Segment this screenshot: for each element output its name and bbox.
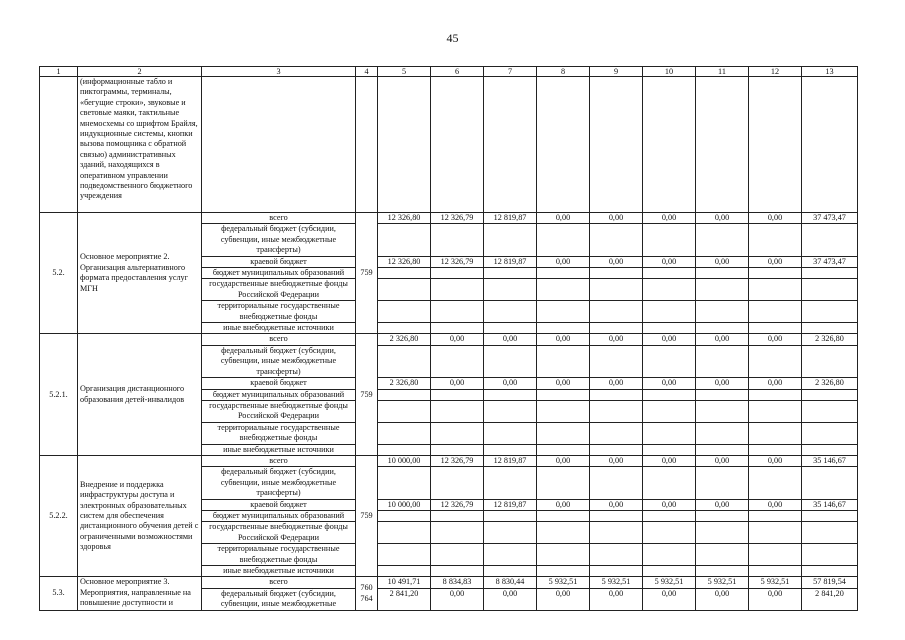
column-number: 2 [78, 67, 202, 77]
table-body [40, 67, 858, 611]
value-cell [590, 389, 643, 400]
value-cell [749, 224, 802, 256]
value-cell [749, 279, 802, 301]
value-cell [590, 279, 643, 301]
value-cell [431, 444, 484, 455]
value-cell: 0,00 [537, 334, 590, 345]
value-cell [431, 522, 484, 544]
value-cell [696, 400, 749, 422]
value-cell: 0,00 [537, 499, 590, 510]
value-cell [484, 268, 537, 279]
code-line: 760 [360, 583, 373, 593]
value-cell [484, 301, 537, 323]
value-cell [537, 224, 590, 256]
value-cell [643, 77, 696, 213]
funding-source: федеральный бюджет (субсидии, субвенции, иные межбюджетные трансферты) [202, 345, 356, 377]
value-cell [484, 522, 537, 544]
value-cell [802, 224, 858, 256]
code-line: 764 [360, 593, 373, 603]
value-cell [484, 422, 537, 444]
value-cell: 0,00 [749, 213, 802, 224]
value-cell [431, 510, 484, 521]
value-cell [643, 301, 696, 323]
funding-source: федеральный бюджет (субсидии, субвенции, иные межбюджетные трансферты) [202, 467, 356, 499]
value-cell: 0,00 [590, 334, 643, 345]
value-cell [696, 301, 749, 323]
funding-source: всего [202, 334, 356, 345]
value-cell [431, 400, 484, 422]
value-cell: 0,00 [643, 334, 696, 345]
value-cell [431, 268, 484, 279]
value-cell: 0,00 [749, 256, 802, 267]
value-cell: 2 841,20 [802, 588, 858, 610]
value-cell [643, 522, 696, 544]
value-cell: 8 834,83 [431, 577, 484, 588]
code-cell [356, 577, 378, 610]
value-cell [484, 544, 537, 566]
value-cell [749, 323, 802, 334]
funding-source: территориальные государственные внебюджетные фонды [202, 301, 356, 323]
value-cell [537, 268, 590, 279]
value-cell [378, 510, 431, 521]
value-cell [431, 389, 484, 400]
value-cell: 0,00 [590, 256, 643, 267]
value-cell [802, 345, 858, 377]
funding-source: краевой бюджет [202, 378, 356, 389]
value-cell [643, 323, 696, 334]
column-number: 7 [484, 67, 537, 77]
row-description: Организация дистанционного образования детей-инвалидов [78, 334, 202, 455]
value-cell [696, 522, 749, 544]
row-description: (информационные табло и пиктограммы, терминалы, «бегущие строки», звуковые и световые маяки, тактильные мнемосхемы со шрифтом Брайля, индукционные системы, кнопки вызова помощника с обратной связью) административных зданий, находящихся в оперативном управлении подведомственного бюджетного учреждения [78, 77, 202, 213]
value-cell [537, 279, 590, 301]
table-row [40, 77, 858, 213]
value-cell: 5 932,51 [537, 577, 590, 588]
value-cell [749, 510, 802, 521]
value-cell: 0,00 [643, 499, 696, 510]
value-cell: 0,00 [749, 588, 802, 610]
value-cell [431, 279, 484, 301]
value-cell [802, 389, 858, 400]
value-cell [537, 467, 590, 499]
value-cell [749, 389, 802, 400]
budget-table [39, 66, 858, 611]
value-cell [484, 444, 537, 455]
value-cell [537, 510, 590, 521]
value-cell [202, 77, 356, 213]
value-cell [431, 301, 484, 323]
value-cell: 2 326,80 [378, 378, 431, 389]
value-cell: 0,00 [696, 588, 749, 610]
value-cell [484, 224, 537, 256]
funding-source: территориальные государственные внебюджетные фонды [202, 544, 356, 566]
value-cell: 0,00 [749, 378, 802, 389]
value-cell: 8 830,44 [484, 577, 537, 588]
value-cell [590, 301, 643, 323]
value-cell [802, 544, 858, 566]
value-cell [696, 566, 749, 577]
value-cell: 0,00 [749, 499, 802, 510]
value-cell [431, 345, 484, 377]
funding-source: территориальные государственные внебюджетные фонды [202, 422, 356, 444]
value-cell: 0,00 [643, 213, 696, 224]
value-cell [696, 268, 749, 279]
value-cell [749, 77, 802, 213]
value-cell [643, 345, 696, 377]
value-cell [590, 400, 643, 422]
value-cell: 2 326,80 [802, 378, 858, 389]
value-cell: 5 932,51 [643, 577, 696, 588]
value-cell [643, 268, 696, 279]
value-cell [537, 422, 590, 444]
value-cell: 0,00 [696, 499, 749, 510]
value-cell [802, 77, 858, 213]
value-cell [484, 323, 537, 334]
value-cell: 0,00 [537, 378, 590, 389]
value-cell: 10 491,71 [378, 577, 431, 588]
value-cell: 12 819,87 [484, 256, 537, 267]
value-cell [643, 544, 696, 566]
column-number: 12 [749, 67, 802, 77]
value-cell [537, 77, 590, 213]
value-cell: 0,00 [696, 455, 749, 466]
column-number: 13 [802, 67, 858, 77]
value-cell [749, 444, 802, 455]
funding-source: иные внебюджетные источники [202, 566, 356, 577]
value-cell [590, 544, 643, 566]
value-cell [537, 323, 590, 334]
row-number-cell: 5.2.2. [40, 455, 78, 576]
value-cell [378, 444, 431, 455]
value-cell [537, 400, 590, 422]
value-cell [696, 467, 749, 499]
value-cell [537, 301, 590, 323]
funding-source: краевой бюджет [202, 499, 356, 510]
value-cell: 0,00 [696, 334, 749, 345]
row-description: Внедрение и поддержка инфраструктуры доступа и электронных образовательных систем для обеспечения дистанционного обучения детей с ограниченными возможностями здоровья [78, 455, 202, 576]
value-cell [802, 566, 858, 577]
funding-source: государственные внебюджетные фонды Российской Федерации [202, 522, 356, 544]
value-cell [484, 510, 537, 521]
value-cell [378, 389, 431, 400]
value-cell [749, 544, 802, 566]
value-cell: 35 146,67 [802, 455, 858, 466]
value-cell: 2 326,80 [378, 334, 431, 345]
funding-source: иные внебюджетные источники [202, 323, 356, 334]
value-cell [590, 268, 643, 279]
value-cell [590, 467, 643, 499]
value-cell [749, 345, 802, 377]
value-cell: 0,00 [537, 455, 590, 466]
value-cell [696, 444, 749, 455]
value-cell [749, 301, 802, 323]
value-cell: 12 326,79 [431, 455, 484, 466]
value-cell [378, 467, 431, 499]
value-cell: 5 932,51 [749, 577, 802, 588]
value-cell: 0,00 [537, 256, 590, 267]
table-row [40, 577, 858, 588]
value-cell: 0,00 [643, 455, 696, 466]
row-number-cell: 5.2.1. [40, 334, 78, 455]
value-cell: 5 932,51 [590, 577, 643, 588]
column-number: 4 [356, 67, 378, 77]
funding-source: государственные внебюджетные фонды Российской Федерации [202, 279, 356, 301]
value-cell [802, 522, 858, 544]
value-cell: 0,00 [643, 256, 696, 267]
value-cell: 0,00 [749, 334, 802, 345]
value-cell [749, 268, 802, 279]
value-cell [484, 345, 537, 377]
value-cell [749, 522, 802, 544]
value-cell: 0,00 [431, 588, 484, 610]
value-cell [378, 400, 431, 422]
value-cell [643, 444, 696, 455]
value-cell [802, 301, 858, 323]
value-cell [643, 224, 696, 256]
value-cell [378, 301, 431, 323]
value-cell [590, 510, 643, 521]
column-number: 8 [537, 67, 590, 77]
page-number: 45 [446, 31, 459, 45]
value-cell [378, 522, 431, 544]
value-cell [802, 422, 858, 444]
value-cell [590, 522, 643, 544]
value-cell [643, 279, 696, 301]
value-cell [590, 566, 643, 577]
value-cell: 5 932,51 [696, 577, 749, 588]
funding-source: бюджет муниципальных образований [202, 268, 356, 279]
value-cell [484, 77, 537, 213]
value-cell [696, 389, 749, 400]
value-cell [749, 422, 802, 444]
value-cell: 0,00 [431, 334, 484, 345]
value-cell [590, 345, 643, 377]
column-number: 1 [40, 67, 78, 77]
value-cell [484, 467, 537, 499]
value-cell [802, 268, 858, 279]
value-cell [590, 224, 643, 256]
code-cell: 759 [356, 334, 378, 455]
value-cell: 0,00 [484, 588, 537, 610]
value-cell: 0,00 [590, 499, 643, 510]
value-cell: 0,00 [590, 455, 643, 466]
value-cell [431, 224, 484, 256]
value-cell [802, 279, 858, 301]
value-cell: 0,00 [696, 213, 749, 224]
value-cell [378, 224, 431, 256]
value-cell [537, 389, 590, 400]
value-cell: 35 146,67 [802, 499, 858, 510]
value-cell [590, 422, 643, 444]
value-cell: 37 473,47 [802, 256, 858, 267]
value-cell: 0,00 [431, 378, 484, 389]
value-cell [590, 444, 643, 455]
funding-source: краевой бюджет [202, 256, 356, 267]
value-cell [696, 422, 749, 444]
value-cell [643, 566, 696, 577]
value-cell [484, 400, 537, 422]
value-cell: 10 000,00 [378, 455, 431, 466]
funding-source: бюджет муниципальных образований [202, 510, 356, 521]
value-cell [696, 323, 749, 334]
table-row [40, 334, 858, 345]
column-number: 11 [696, 67, 749, 77]
value-cell [378, 345, 431, 377]
value-cell [378, 566, 431, 577]
value-cell [802, 400, 858, 422]
value-cell: 0,00 [590, 588, 643, 610]
value-cell [696, 544, 749, 566]
value-cell [643, 422, 696, 444]
value-cell [696, 345, 749, 377]
header-row [40, 67, 858, 77]
table-row [40, 455, 858, 466]
value-cell [802, 444, 858, 455]
value-cell [749, 566, 802, 577]
value-cell [431, 323, 484, 334]
value-cell: 0,00 [590, 213, 643, 224]
value-cell [696, 279, 749, 301]
row-number-cell: 5.2. [40, 213, 78, 334]
table-row [40, 213, 858, 224]
value-cell: 12 819,87 [484, 213, 537, 224]
value-cell [537, 345, 590, 377]
row-description: Основное мероприятие 3. Мероприятия, направленные на повышение доступности и [78, 577, 202, 610]
value-cell: 37 473,47 [802, 213, 858, 224]
value-cell [431, 422, 484, 444]
value-cell [643, 467, 696, 499]
value-cell [484, 279, 537, 301]
funding-source: государственные внебюджетные фонды Российской Федерации [202, 400, 356, 422]
value-cell [431, 544, 484, 566]
value-cell [431, 77, 484, 213]
value-cell: 0,00 [484, 378, 537, 389]
value-cell [749, 467, 802, 499]
funding-source: бюджет муниципальных образований [202, 389, 356, 400]
row-number-cell [40, 77, 78, 213]
value-cell [431, 467, 484, 499]
row-number-cell: 5.3. [40, 577, 78, 610]
value-cell: 0,00 [643, 588, 696, 610]
value-cell: 0,00 [749, 455, 802, 466]
value-cell [537, 522, 590, 544]
value-cell [378, 268, 431, 279]
column-number: 3 [202, 67, 356, 77]
funding-source: всего [202, 213, 356, 224]
value-cell [537, 566, 590, 577]
column-number: 10 [643, 67, 696, 77]
funding-source: всего [202, 577, 356, 588]
value-cell [802, 323, 858, 334]
value-cell: 0,00 [484, 334, 537, 345]
funding-source: всего [202, 455, 356, 466]
value-cell [643, 510, 696, 521]
value-cell [590, 77, 643, 213]
value-cell: 2 841,20 [378, 588, 431, 610]
value-cell: 0,00 [537, 588, 590, 610]
value-cell: 12 819,87 [484, 499, 537, 510]
column-number: 9 [590, 67, 643, 77]
value-cell [484, 566, 537, 577]
value-cell: 0,00 [537, 213, 590, 224]
value-cell [378, 422, 431, 444]
value-cell [696, 77, 749, 213]
value-cell: 12 326,80 [378, 256, 431, 267]
value-cell: 0,00 [590, 378, 643, 389]
value-cell: 12 819,87 [484, 455, 537, 466]
funding-source: федеральный бюджет (субсидии, субвенции, иные межбюджетные трансферты) [202, 224, 356, 256]
value-cell [802, 467, 858, 499]
code-cell: 759 [356, 455, 378, 576]
value-cell: 12 326,79 [431, 213, 484, 224]
value-cell: 0,00 [643, 378, 696, 389]
value-cell [749, 400, 802, 422]
value-cell [696, 510, 749, 521]
value-cell [537, 444, 590, 455]
value-cell: 12 326,80 [378, 213, 431, 224]
funding-source: иные внебюджетные источники [202, 444, 356, 455]
value-cell [378, 544, 431, 566]
value-cell [431, 566, 484, 577]
value-cell: 10 000,00 [378, 499, 431, 510]
value-cell: 12 326,79 [431, 499, 484, 510]
value-cell: 2 326,80 [802, 334, 858, 345]
value-cell: 0,00 [696, 378, 749, 389]
value-cell [696, 224, 749, 256]
code-cell: 759 [356, 213, 378, 334]
column-number: 5 [378, 67, 431, 77]
value-cell [378, 323, 431, 334]
value-cell [802, 510, 858, 521]
column-number: 6 [431, 67, 484, 77]
value-cell [378, 279, 431, 301]
row-description: Основное мероприятие 2. Организация альтернативного формата предоставления услуг МГН [78, 213, 202, 334]
value-cell [378, 77, 431, 213]
value-cell: 0,00 [696, 256, 749, 267]
value-cell [643, 400, 696, 422]
value-cell [484, 389, 537, 400]
value-cell [643, 389, 696, 400]
value-cell [537, 544, 590, 566]
funding-source: федеральный бюджет (субсидии, субвенции, иные межбюджетные [202, 588, 356, 610]
value-cell: 57 819,54 [802, 577, 858, 588]
value-cell [356, 77, 378, 213]
value-cell: 12 326,79 [431, 256, 484, 267]
value-cell [590, 323, 643, 334]
